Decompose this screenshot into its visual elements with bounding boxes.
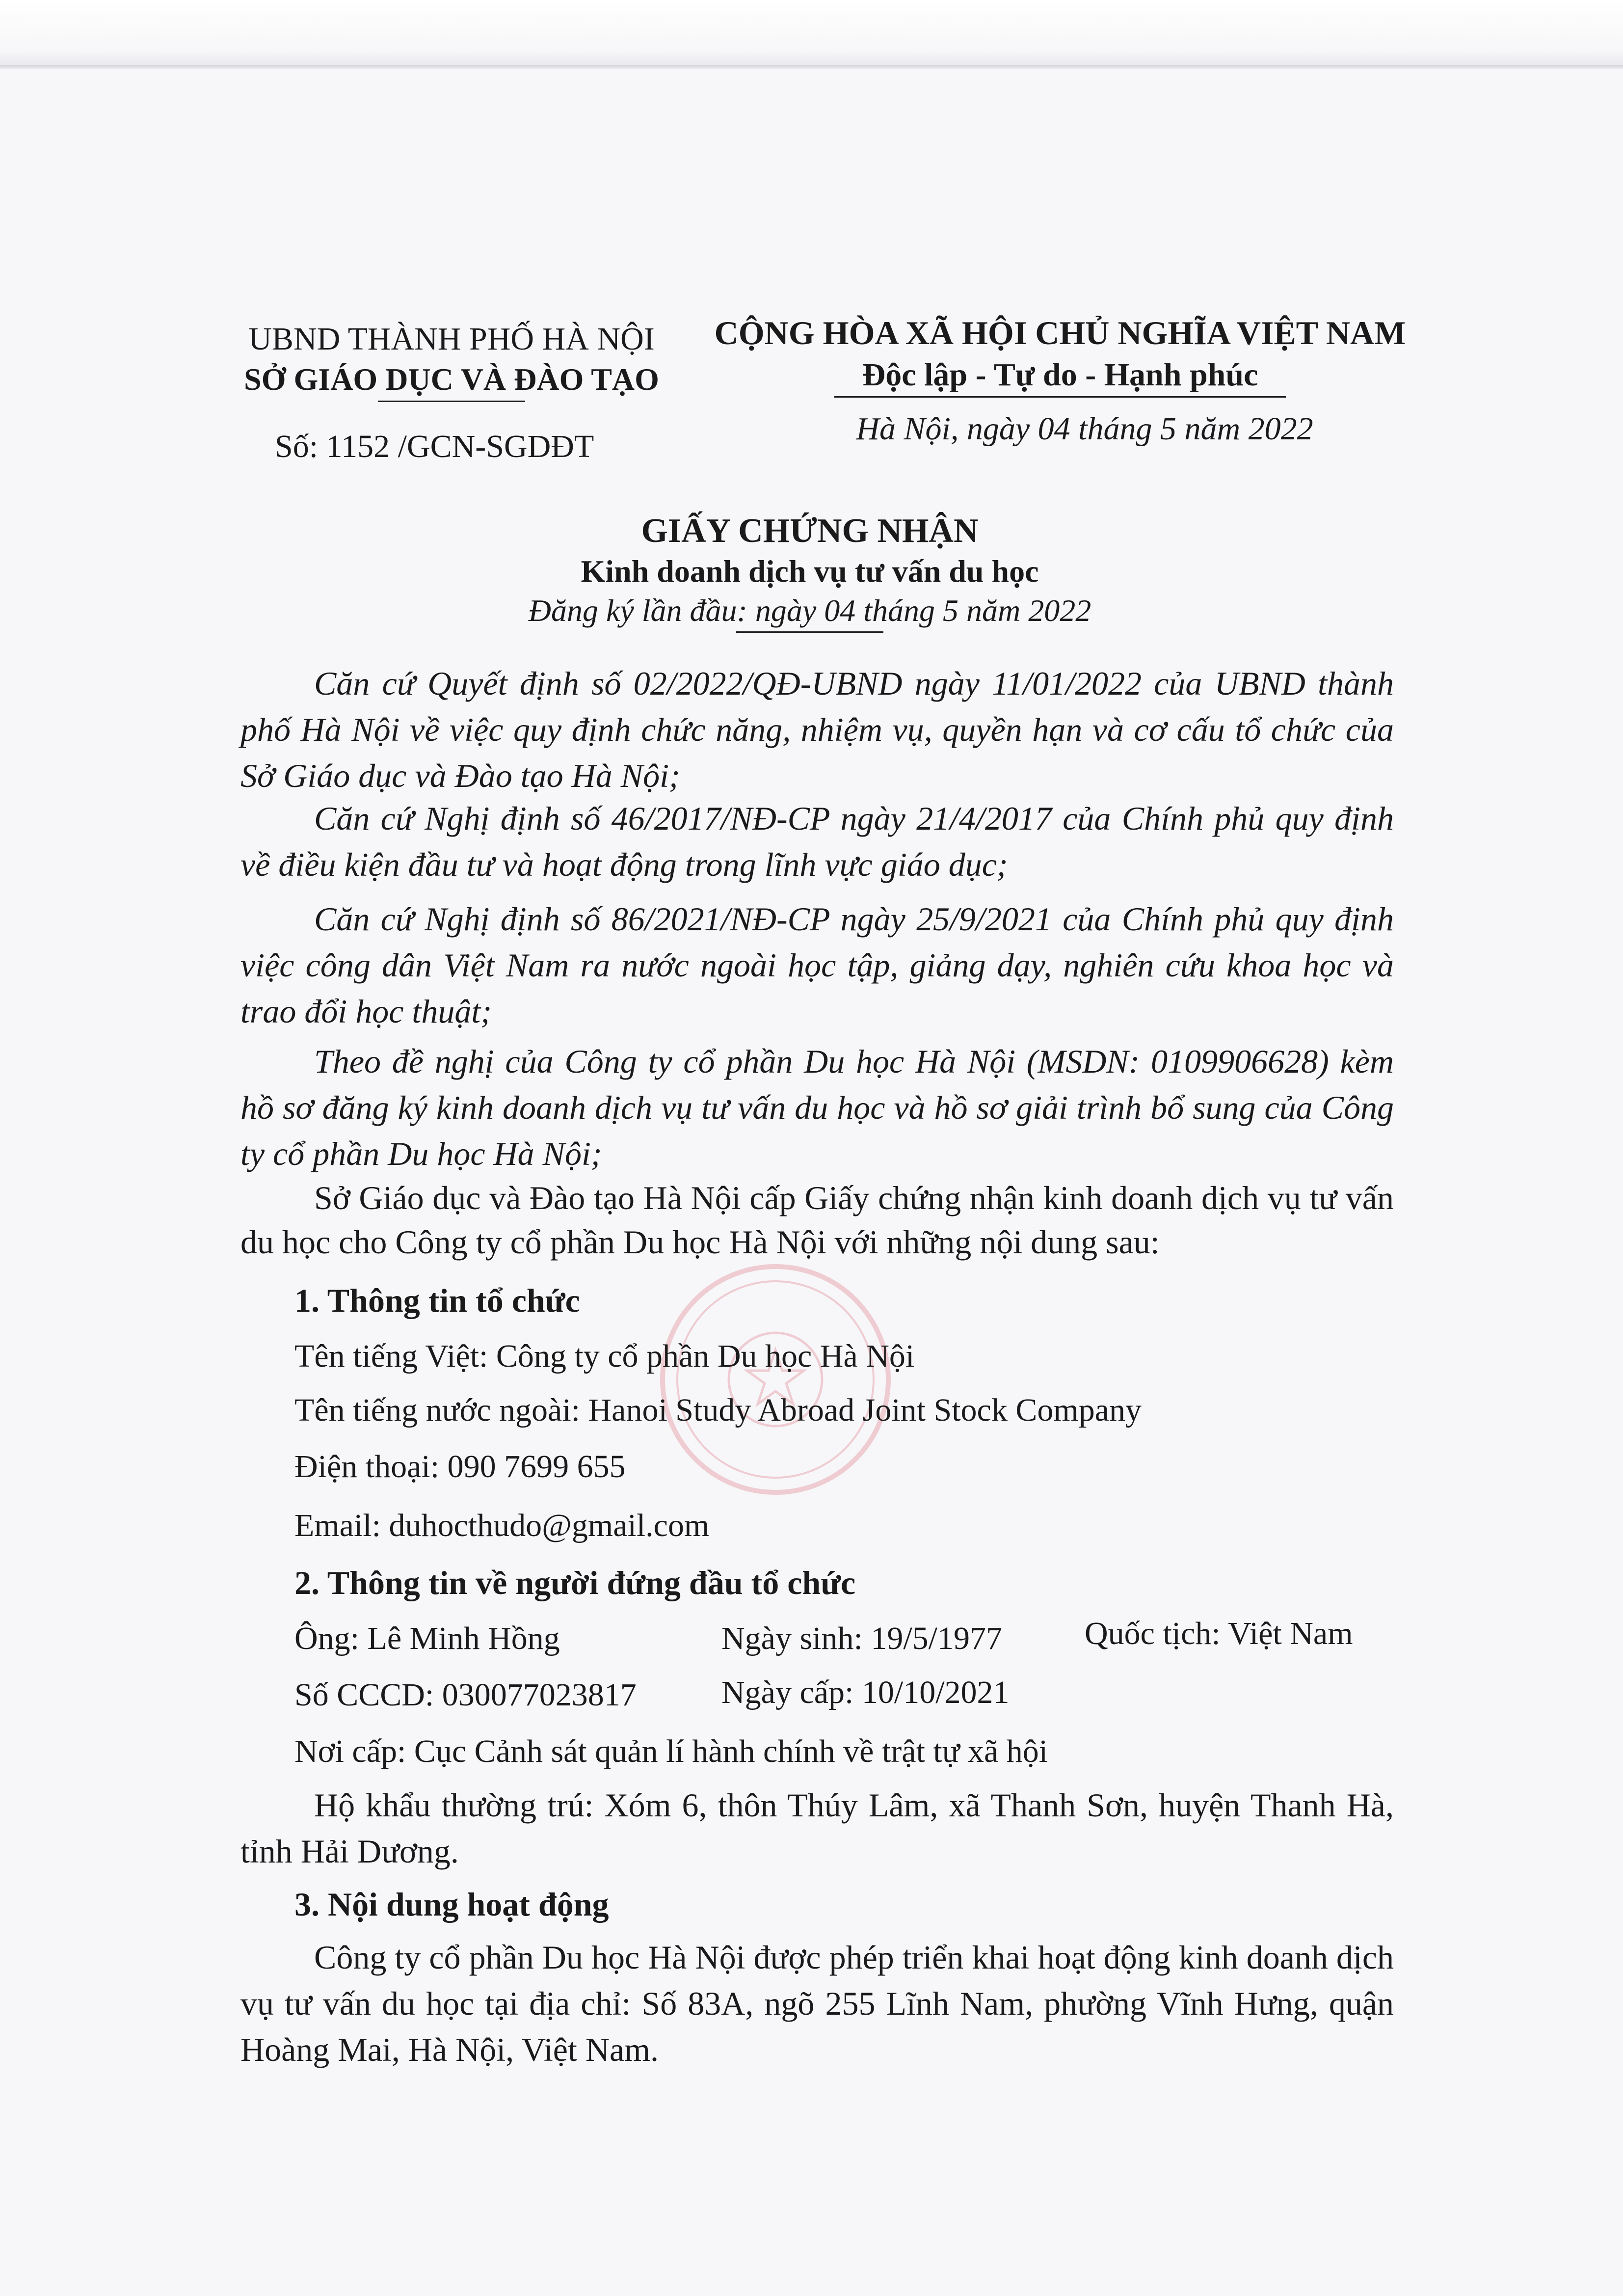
head-dob: Ngày sinh: 19/5/1977 — [721, 1621, 1002, 1656]
head-residence: Hộ khẩu thường trú: Xóm 6, thôn Thúy Lâm, xã Thanh Sơn, huyện Thanh Hà, tỉnh Hải Dương. — [240, 1786, 1394, 1870]
issuer-underline — [378, 401, 525, 402]
certificate-title: GIẤY CHỨNG NHẬN — [641, 512, 979, 550]
org-name-vi: Tên tiếng Việt: Công ty cổ phần Du học Hà Nội — [294, 1338, 915, 1374]
section2-heading: 2. Thông tin về người đứng đầu tổ chức — [294, 1564, 856, 1601]
head-nationality: Quốc tịch: Việt Nam — [1085, 1616, 1353, 1651]
activity-content: Công ty cổ phần Du học Hà Nội được phép triển khai hoạt động kinh doanh dịch vụ tư vấn du học tại địa chỉ: Số 83A, ngõ 255 Lĩnh Nam, phường Vĩnh Hưng, quận Hoàng Mai, Hà Nội, Việt Nam. — [240, 1939, 1394, 2068]
official-seal-stamp — [653, 1257, 898, 1502]
head-id-issue-date: Ngày cấp: 10/10/2021 — [721, 1675, 1010, 1710]
org-name-foreign: Tên tiếng nước ngoài: Hanoi Study Abroad Joint Stock Company — [294, 1392, 1142, 1428]
motto-underline — [834, 396, 1286, 398]
intro-paragraph: Sở Giáo dục và Đào tạo Hà Nội cấp Giấy chứng nhận kinh doanh dịch vụ tư vấn du học cho Công ty cổ phần Du học Hà Nội với những nội dung sau: — [240, 1179, 1394, 1261]
head-id-number: Số CCCD: 030077023817 — [294, 1677, 637, 1713]
head-id-issue-place: Nơi cấp: Cục Cảnh sát quản lí hành chính về trật tự xã hội — [294, 1733, 1048, 1769]
issuer-block — [216, 319, 687, 402]
section1-heading: 1. Thông tin tổ chức — [294, 1282, 580, 1319]
section3-heading: 3. Nội dung hoạt động — [294, 1886, 609, 1923]
org-phone: Điện thoại: 090 7699 655 — [294, 1449, 626, 1485]
title-underline — [736, 631, 883, 633]
place-date: Hà Nội, ngày 04 tháng 5 năm 2022 — [856, 411, 1313, 447]
certificate-subtitle: Kinh doanh dịch vụ tư vấn du học — [581, 554, 1039, 589]
legal-basis-2: Căn cứ Nghị định số 46/2017/NĐ-CP ngày 21/4/2017 của Chính phủ quy định về điều kiện đầu tư và hoạt động trong lĩnh vực giáo dục; — [240, 800, 1394, 883]
sheet-top-edge — [0, 65, 1623, 69]
issuer-line1: UBND THÀNH PHỐ HÀ NỘI — [248, 321, 655, 357]
nation-motto: Độc lập - Tự do - Hạnh phúc — [862, 357, 1258, 393]
scanner-background — [0, 0, 1623, 66]
legal-basis-1: Căn cứ Quyết định số 02/2022/QĐ-UBND ngày 11/01/2022 của UBND thành phố Hà Nội về việc quy định chức năng, nhiệm vụ, quyền hạn và cơ cấu tổ chức của Sở Giáo dục và Đào tạo Hà Nội; — [240, 665, 1394, 794]
nation-line1: CỘNG HÒA XÃ HỘI CHỦ NGHĨA VIỆT NAM — [714, 314, 1406, 351]
certificate-title-block — [196, 511, 1423, 633]
head-name: Ông: Lê Minh Hồng — [294, 1621, 560, 1656]
nation-block — [702, 312, 1418, 398]
org-email: Email: duhocthudo@gmail.com — [294, 1508, 710, 1543]
document-number: Số: 1152 /GCN-SGDĐT — [275, 429, 594, 464]
legal-basis-3: Căn cứ Nghị định số 86/2021/NĐ-CP ngày 25/9/2021 của Chính phủ quy định việc công dân Việt Nam ra nước ngoài học tập, giảng dạy, nghiên cứu khoa học và trao đổi học thuật; — [240, 900, 1394, 1030]
legal-basis-4: Theo đề nghị của Công ty cổ phần Du học Hà Nội (MSDN: 0109906628) kèm hồ sơ đăng ký kinh doanh dịch vụ tư vấn du học và hồ sơ giải trình bổ sung của Công ty cổ phần Du học Hà Nội; — [240, 1043, 1394, 1172]
registration-date: Đăng ký lần đầu: ngày 04 tháng 5 năm 2022 — [528, 593, 1091, 628]
issuer-line2: SỞ GIÁO DỤC VÀ ĐÀO TẠO — [244, 362, 659, 397]
